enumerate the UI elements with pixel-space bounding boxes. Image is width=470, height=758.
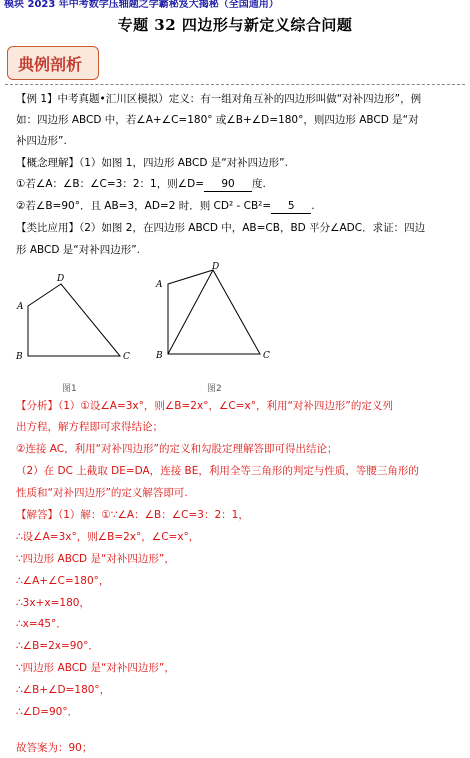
problem-line-3: 补四边形”.	[16, 135, 67, 147]
solution-line-8: ∵四边形 ABCD 是“对补四边形”，	[16, 662, 175, 674]
analysis-line-1: 【分析】（1）①设∠A=3x°，则∠B=2x°，∠C=x°，利用“对补四边形”的定义列	[16, 400, 393, 412]
figure-1-label-a: A	[17, 302, 24, 312]
divider	[5, 84, 465, 85]
analysis-line-3: ②连接 AC，利用“对补四边形”的定义和勾股定理解答即可得出结论；	[16, 443, 338, 455]
figure-1-label-d: D	[57, 274, 65, 284]
question-1-text: ①若∠A：∠B：∠C=3：2：1，则∠D=	[16, 178, 205, 190]
question-1-answer: 90	[204, 177, 252, 192]
solution-line-6: ∴x=45°．	[16, 618, 67, 630]
figure-1	[12, 270, 142, 380]
solution-line-10: ∴∠D=90°．	[16, 706, 79, 718]
solution-line-11: 故答案为：90；	[16, 742, 93, 754]
figure-2-quadrilateral	[168, 270, 260, 354]
figure-2-caption: 图2	[207, 384, 222, 394]
figure-2	[150, 262, 280, 372]
apply-line-1: 【类比应用】（2）如图 2，在四边形 ABCD 中，AB=CB，BD 平分∠ADC．求证：四边	[16, 222, 426, 234]
figure-2-label-b: B	[156, 351, 163, 361]
question-2-answer: 5	[271, 199, 311, 214]
figure-1-label-c: C	[123, 352, 130, 362]
solution-line-1: 【解答】（1）解：①∵∠A：∠B：∠C=3：2：1，	[16, 509, 249, 521]
figure-2-label-c: C	[263, 351, 270, 361]
section-label: 典例剖析	[18, 55, 83, 74]
solution-line-9: ∴∠B+∠D=180°，	[16, 684, 111, 696]
solution-line-7: ∴∠B=2x=90°．	[16, 640, 99, 652]
top-banner-text: 模块 2023 年中考数学压轴题之学霸秘笈大揭秘（全国通用）	[4, 0, 279, 10]
question-1-unit: 度.	[252, 178, 266, 190]
figure-2-diagonal-bd	[168, 270, 213, 354]
problem-line-1: 【例 1】中考真题•汇川区模拟）定义：有一组对角互补的四边形叫做“对补四边形”，例	[16, 93, 422, 105]
apply-line-2: 形 ABCD 是“对补四边形”.	[16, 244, 141, 256]
question-1	[16, 177, 266, 192]
question-2-text: ②若∠B=90°．且 AB=3，AD=2 时．则 CD² - CB²=	[16, 200, 272, 212]
figure-1-label-b: B	[16, 352, 23, 362]
analysis-line-5: 性质和“对补四边形”的定义解答即可.	[16, 487, 188, 499]
solution-line-2: ∴设∠A=3x°，则∠B=2x°，∠C=x°，	[16, 531, 200, 543]
figure-2-label-d: D	[212, 262, 220, 272]
figure-2-label-a: A	[156, 280, 163, 290]
solution-line-4: ∴∠A+∠C=180°，	[16, 575, 110, 587]
question-2	[16, 199, 315, 214]
problem-line-2: 如：四边形 ABCD 中，若∠A+∠C=180° 或∠B+∠D=180°，则四边形 ABCD 是“对	[16, 114, 419, 126]
analysis-line-4: （2）在 DC 上截取 DE=DA，连接 BE，利用全等三角形的判定与性质，等腰三角形的	[16, 465, 419, 477]
top-banner	[0, 0, 470, 8]
section-label-box	[7, 46, 99, 80]
figure-1-quadrilateral	[28, 284, 120, 356]
figure-1-caption: 图1	[62, 384, 77, 394]
page-title: 专题 32 四边形与新定义综合问题	[117, 16, 353, 34]
analysis-line-2: 出方程，解方程即可求得结论；	[16, 421, 163, 433]
solution-line-3: ∵四边形 ABCD 是“对补四边形”，	[16, 553, 175, 565]
solution-line-5: ∴3x+x=180，	[16, 597, 90, 609]
question-2-end: .	[311, 200, 315, 212]
concept-line: 【概念理解】（1）如图 1，四边形 ABCD 是“对补四边形”.	[16, 157, 288, 169]
